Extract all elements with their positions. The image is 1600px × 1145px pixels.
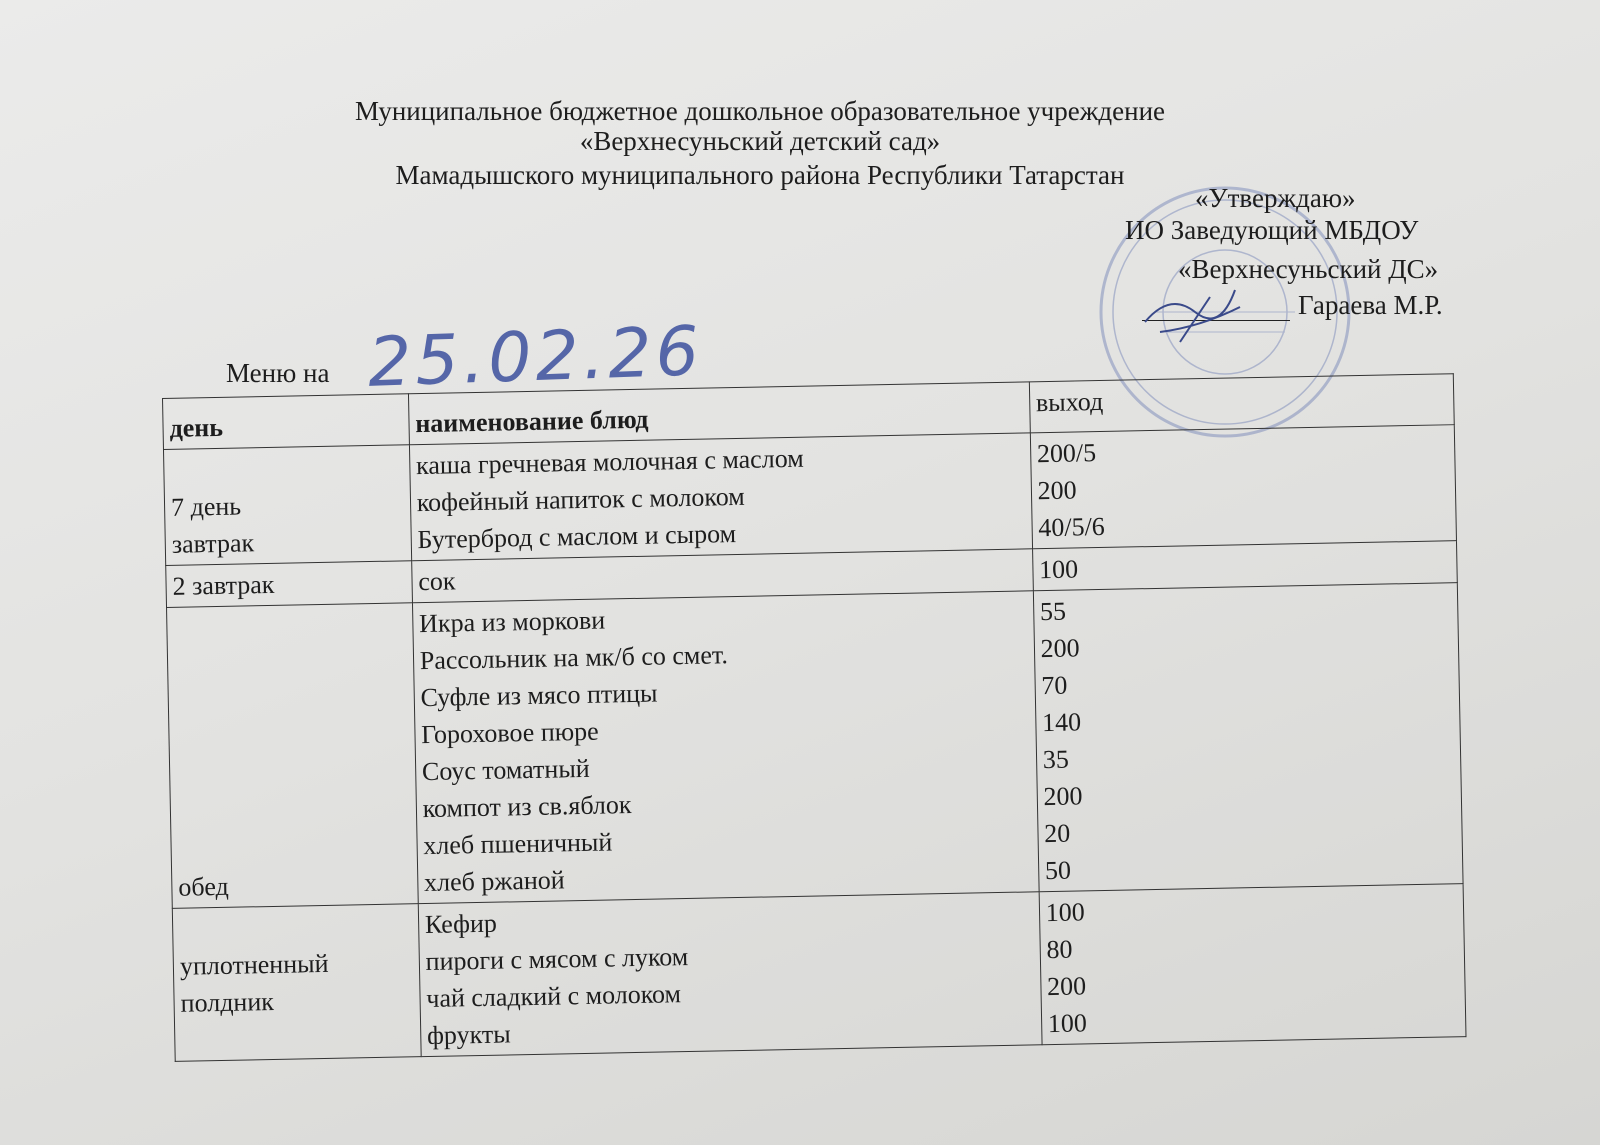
menu-date-handwritten: 25.02.26 <box>366 312 705 403</box>
table-row <box>167 583 1464 909</box>
kindergarten-name: «Верхнесуньский детский сад» <box>579 126 941 156</box>
menu-label: Меню на <box>226 358 330 388</box>
dishes-cell <box>418 892 1042 1057</box>
dish-item: Икра из моркови <box>418 605 606 639</box>
dish-item: каша гречневая молочная с маслом <box>415 443 804 481</box>
output-value: 100 <box>1047 1008 1088 1039</box>
dish-item: Кефир <box>424 908 498 940</box>
output-value: 200/5 <box>1036 438 1097 469</box>
district-name: Мамадышского муниципального района Республики Татарстан <box>395 160 1125 190</box>
output-cell <box>1033 583 1463 892</box>
day-text: 7 день <box>170 491 242 522</box>
dish-item: кофейный напиток с молоком <box>416 481 745 518</box>
dish-item: фрукты <box>426 1019 511 1051</box>
output-cell <box>1030 425 1456 549</box>
meal-text: 2 завтрак <box>172 569 275 601</box>
approval-org: «Верхнесуньский ДС» <box>1178 254 1439 284</box>
dishes-cell <box>409 433 1032 561</box>
output-value: 80 <box>1046 934 1073 965</box>
dish-item: пироги с мясом с луком <box>425 942 689 977</box>
approver-name: Гараева М.Р. <box>1298 290 1443 320</box>
output-value: 50 <box>1044 855 1072 886</box>
output-value: 70 <box>1041 670 1068 701</box>
output-value: 40/5/6 <box>1038 511 1106 543</box>
meal-text: полдник <box>180 986 275 1018</box>
day-cell <box>172 904 421 1062</box>
dish-item: хлеб пшеничный <box>423 827 613 861</box>
dish-item: Суфле из мясо птицы <box>420 678 658 713</box>
output-cell <box>1039 884 1466 1045</box>
dish-item: хлеб ржаной <box>423 865 565 898</box>
meal-text: обед <box>178 871 229 902</box>
output-value: 200 <box>1037 475 1077 506</box>
approval-position: ИО Заведующий МБДОУ <box>1125 215 1419 245</box>
institution-name: Муниципальное бюджетное дошкольное образовательное учреждение <box>355 96 1165 126</box>
dish-item: чай сладкий с молоком <box>426 979 682 1014</box>
output-value: 140 <box>1041 707 1082 738</box>
meal-text: уплотненный <box>179 948 329 981</box>
day-cell <box>166 561 413 608</box>
dish-item: компот из св.яблок <box>422 790 632 824</box>
output-value: 55 <box>1039 596 1067 627</box>
dish-item: Гороховое пюре <box>420 716 599 750</box>
dish-item: Рассольник на мк/б со смет. <box>419 640 729 676</box>
approval-title: «Утверждаю» <box>1195 183 1356 213</box>
output-value: 200 <box>1040 633 1080 664</box>
handwritten-signature <box>1140 282 1250 352</box>
dish-item: Соус томатный <box>421 753 590 787</box>
output-value: 100 <box>1038 554 1079 585</box>
dish-item: Бутерброд с маслом и сыром <box>417 519 737 555</box>
output-value: 200 <box>1046 971 1087 1002</box>
output-value: 35 <box>1042 744 1070 775</box>
output-value: 200 <box>1043 781 1083 812</box>
meal-text: завтрак <box>171 528 255 559</box>
day-cell <box>163 445 411 566</box>
menu-table <box>162 373 1467 1062</box>
dish-item: сок <box>418 566 456 597</box>
output-value: 100 <box>1045 897 1085 928</box>
table-row <box>172 884 1466 1062</box>
column-header-day: день <box>163 394 410 450</box>
column-header-output: выход <box>1029 374 1454 433</box>
column-header-dishes: наименование блюд <box>408 382 1030 445</box>
dishes-cell <box>412 591 1039 904</box>
day-cell <box>167 603 418 909</box>
output-value: 20 <box>1043 818 1071 849</box>
